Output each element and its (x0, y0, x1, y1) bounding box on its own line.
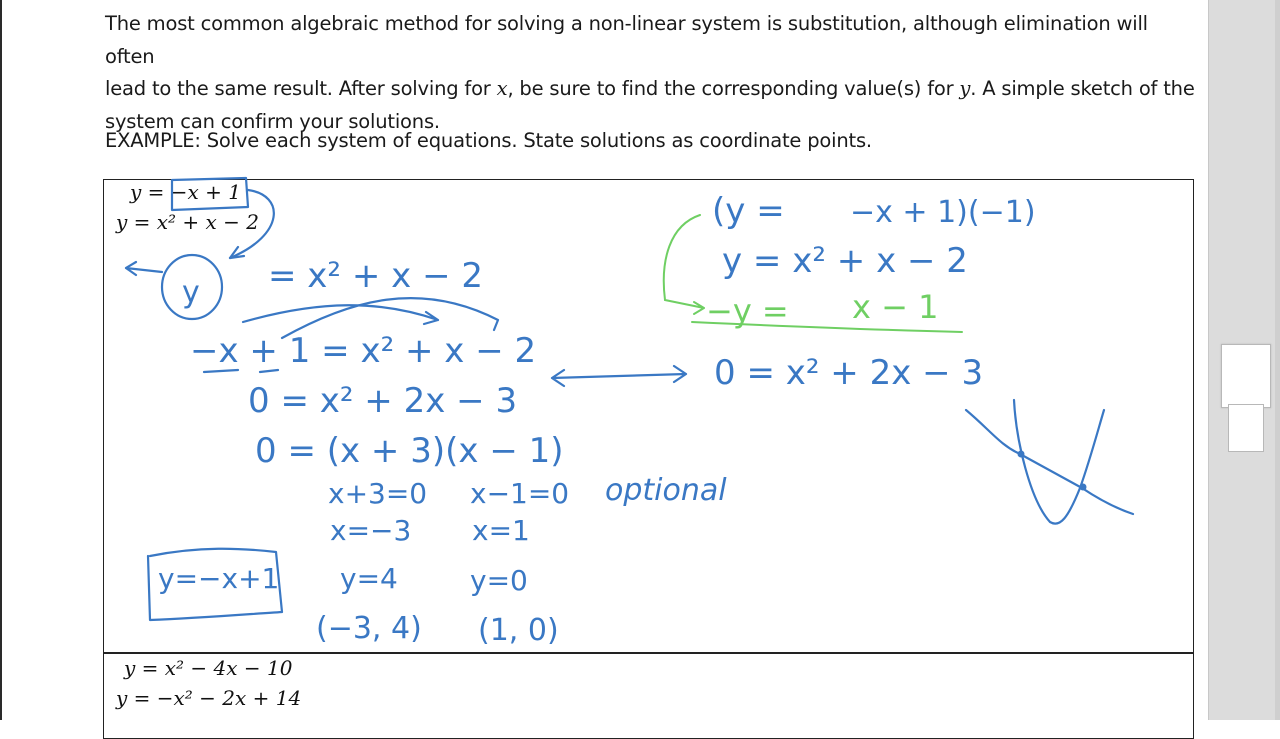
page-thumbnail-sidebar[interactable] (1208, 0, 1280, 720)
svg-text:optional: optional (605, 473, 727, 508)
problem-1-equation-1: y = −x + 1 (130, 180, 242, 204)
svg-text:x+3=0: x+3=0 (328, 477, 428, 510)
problem-2-equation-1: y = x² − 4x − 10 (124, 656, 293, 680)
svg-text:y = x² + x − 2: y = x² + x − 2 (722, 241, 968, 281)
text-run: . A simple sketch of the (970, 77, 1195, 100)
paragraph-line-1: The most common algebraic method for solving a non-linear system is substitution, although elimination will often (105, 12, 1148, 68)
svg-text:(1, 0): (1, 0) (478, 613, 559, 648)
paragraph-line-3: system can confirm your solutions. (105, 109, 440, 133)
text-run: , be sure to find the corresponding value(s) for (507, 77, 960, 100)
problems-table (103, 179, 1194, 739)
svg-text:y=−x+1: y=−x+1 (158, 562, 280, 595)
svg-text:y: y (182, 275, 200, 310)
math-var-y: y (959, 77, 971, 100)
table-row-divider (103, 652, 1194, 654)
svg-text:x=1: x=1 (472, 514, 530, 547)
svg-text:0 = x² + 2x − 3: 0 = x² + 2x − 3 (248, 381, 518, 421)
svg-text:0 = (x + 3)(x − 1): 0 = (x + 3)(x − 1) (255, 431, 564, 471)
math-var-x: x (496, 77, 508, 100)
svg-text:= x² + x − 2: = x² + x − 2 (268, 256, 484, 296)
svg-text:(−3, 4): (−3, 4) (316, 611, 422, 646)
svg-text:x − 1: x − 1 (852, 288, 939, 326)
problem-1-equation-2: y = x² + x − 2 (116, 210, 260, 234)
svg-text:x=−3: x=−3 (330, 514, 412, 547)
example-heading: EXAMPLE: Solve each system of equations. State solutions as coordinate points. (105, 129, 872, 152)
svg-text:−x + 1)(−1): −x + 1)(−1) (850, 195, 1036, 230)
page-thumbnail[interactable] (1221, 344, 1271, 408)
svg-text:y=4: y=4 (340, 562, 398, 595)
svg-text:−x + 1 = x² + x − 2: −x + 1 = x² + x − 2 (190, 331, 537, 371)
next-page-thumbnail[interactable] (1228, 404, 1264, 452)
svg-text:0 = x² + 2x − 3: 0 = x² + 2x − 3 (714, 353, 984, 393)
svg-text:−y =: −y = (706, 292, 789, 330)
paragraph-line-2 (105, 73, 1195, 106)
svg-text:(y =: (y = (712, 191, 785, 231)
svg-text:y=0: y=0 (470, 564, 528, 597)
intro-paragraph (105, 8, 1195, 138)
problem-2-equation-2: y = −x² − 2x + 14 (116, 686, 302, 710)
text-run: lead to the same result. After solving for (105, 77, 497, 100)
sidebar-scrollbar[interactable] (1275, 0, 1280, 720)
svg-text:x−1=0: x−1=0 (470, 477, 570, 510)
